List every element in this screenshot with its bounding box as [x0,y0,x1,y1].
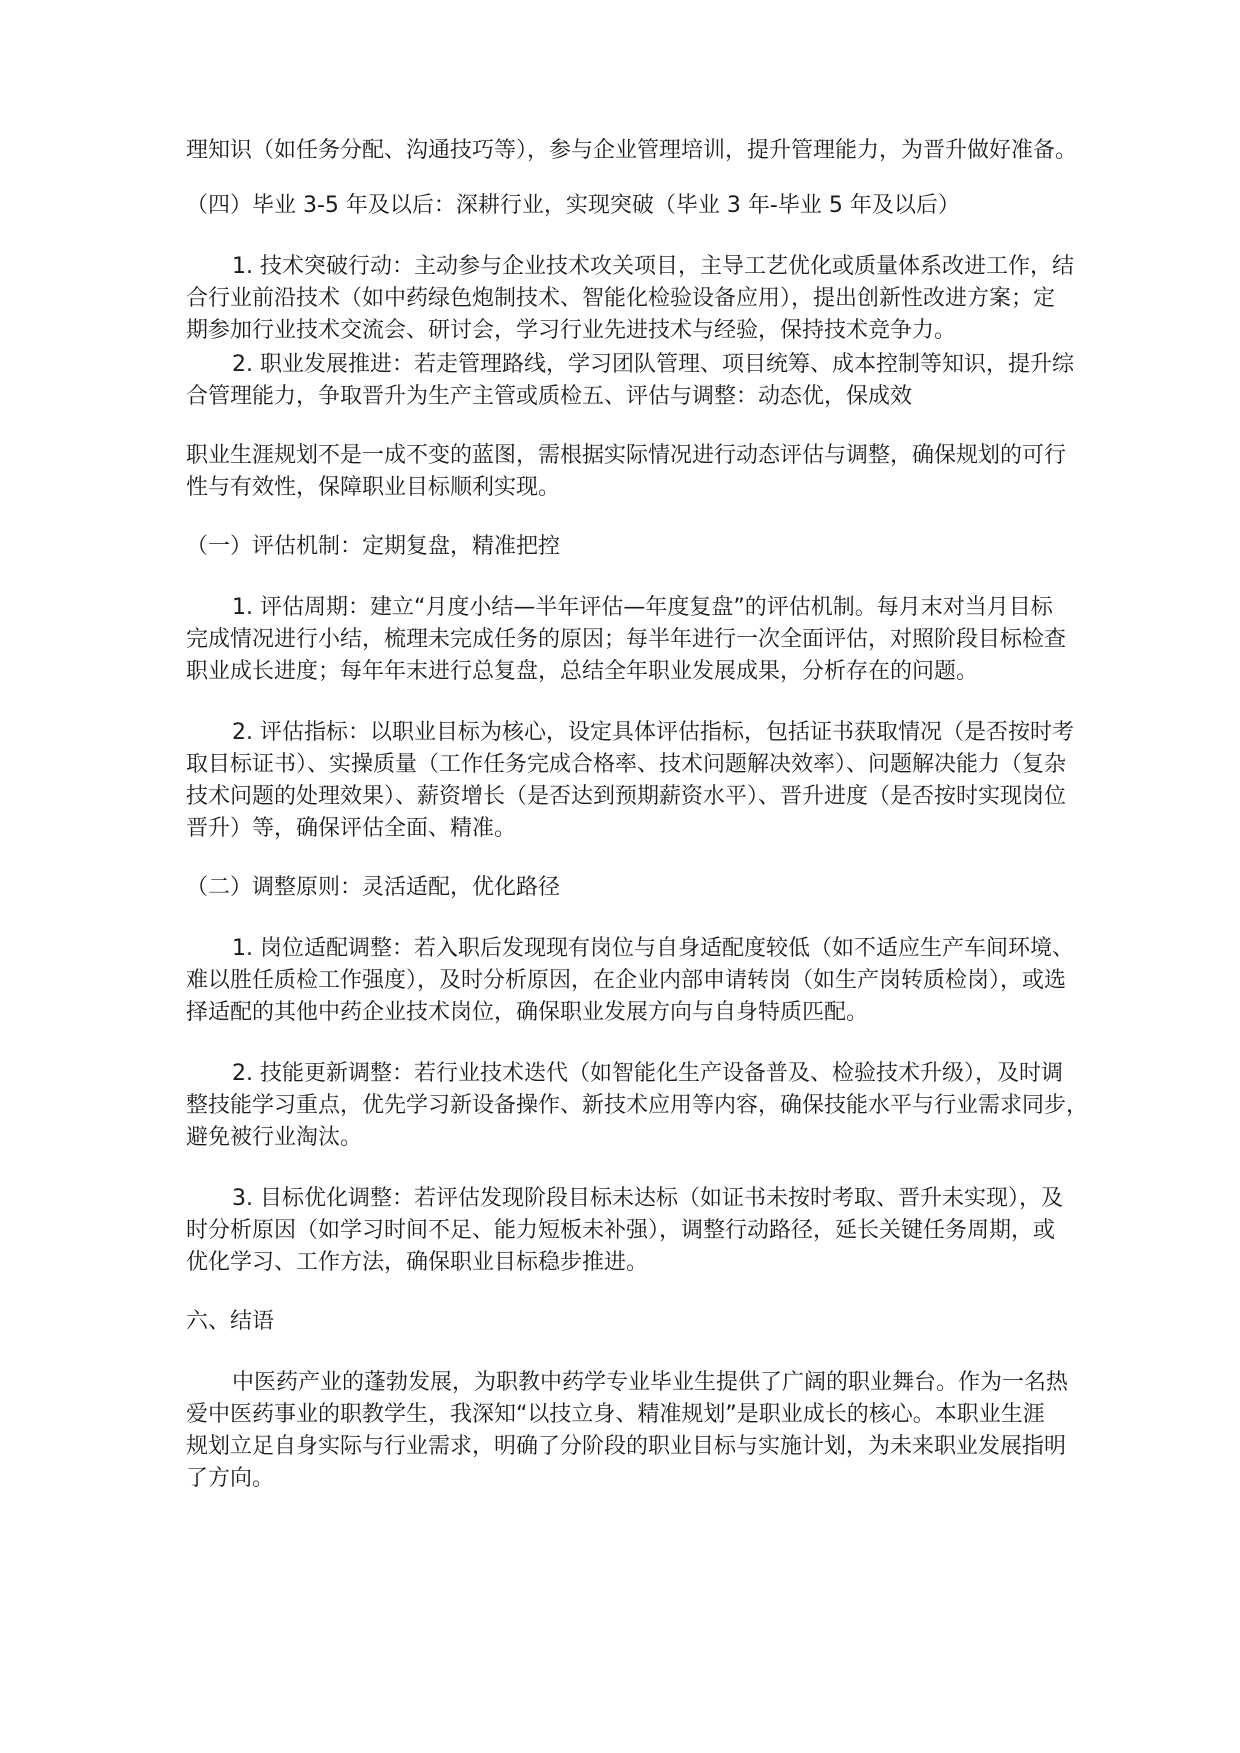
text-line: 2. 评估指标：以职业目标为核心，设定具体评估指标，包括证书获取情况（是否按时考 [232,720,1074,745]
text-line: 避免被行业淘汰。 [186,1125,363,1150]
text-line: 1. 岗位适配调整：若入职后发现现有岗位与自身适配度较低（如不适应生产车间环境、 [232,936,1074,961]
text-line: 1. 评估周期：建立“月度小结—半年评估—年度复盘”的评估机制。每月末对当月目标 [232,595,1053,620]
text-line: 性与有效性，保障职业目标顺利实现。 [186,475,561,500]
text-line: 晋升）等，确保评估全面、精准。 [186,816,517,841]
text-line: 1. 技术突破行动：主动参与企业技术攻关项目，主导工艺优化或质量体系改进工作，结 [232,254,1074,279]
text-line: 理知识（如任务分配、沟通技巧等），参与企业管理培训，提升管理能力，为晋升做好准备。 [186,138,1078,163]
text-line: 2. 技能更新调整：若行业技术迭代（如智能化生产设备普及、检验技术升级），及时调 [232,1061,1063,1086]
section-heading: （四）毕业 3-5 年及以后：深耕行业，实现突破（毕业 3 年-毕业 5 年及以后） [186,193,960,218]
text-line: 技术问题的处理效果）、薪资增长（是否达到预期薪资水平）、晋升进度（是否按时实现岗位 [186,784,1067,809]
text-line: 规划立足自身实际与行业需求，明确了分阶段的职业目标与实施计划，为未来职业发展指明 [186,1434,1067,1459]
text-line: 完成情况进行小结，梳理未完成任务的原因；每半年进行一次全面评估，对照阶段目标检查 [186,627,1067,652]
text-line: 合行业前沿技术（如中药绿色炮制技术、智能化检验设备应用），提出创新性改进方案；定 [186,286,1056,311]
section-heading: （一）评估机制：定期复盘，精准把控 [186,534,561,559]
text-line: 优化学习、工作方法，确保职业目标稳步推进。 [186,1250,649,1275]
text-line: 合管理能力，争取晋升为生产主管或质检五、评估与调整：动态优，保成效 [186,384,913,409]
text-line: 难以胜任质检工作强度），及时分析原因，在企业内部申请转岗（如生产岗转质检岗），或选 [186,968,1067,993]
text-line: 整技能学习重点，优先学习新设备操作、新技术应用等内容，确保技能水平与行业需求同步， [186,1093,1089,1118]
text-line: 职业生涯规划不是一成不变的蓝图，需根据实际情况进行动态评估与调整，确保规划的可行 [186,443,1067,468]
text-line: 了方向。 [186,1466,275,1491]
text-line: 取目标证书）、实操质量（工作任务完成合格率、技术问题解决效率）、问题解决能力（复杂 [186,752,1067,777]
text-line: 期参加行业技术交流会、研讨会，学习行业先进技术与经验，保持技术竞争力。 [186,318,957,343]
section-heading: （二）调整原则：灵活适配，优化路径 [186,875,561,900]
text-line: 3. 目标优化调整：若评估发现阶段目标未达标（如证书未按时考取、晋升未实现），及 [232,1186,1063,1211]
text-line: 择适配的其他中药企业技术岗位，确保职业发展方向与自身特质匹配。 [186,1000,869,1025]
text-line: 中医药产业的蓬勃发展，为职教中药学专业毕业生提供了广阔的职业舞台。作为一名热 [232,1370,1069,1395]
text-line: 时分析原因（如学习时间不足、能力短板未补强），调整行动路径，延长关键任务周期，或 [186,1218,1056,1243]
text-line: 2. 职业发展推进：若走管理路线，学习团队管理、项目统筹、成本控制等知识，提升综 [232,352,1074,377]
text-line: 爱中医药事业的职教学生，我深知“以技立身、精准规划”是职业成长的核心。本职业生涯 [186,1402,1045,1427]
text-line: 职业成长进度；每年年末进行总复盘，总结全年职业发展成果，分析存在的问题。 [186,659,979,684]
section-heading: 六、结语 [186,1309,275,1334]
